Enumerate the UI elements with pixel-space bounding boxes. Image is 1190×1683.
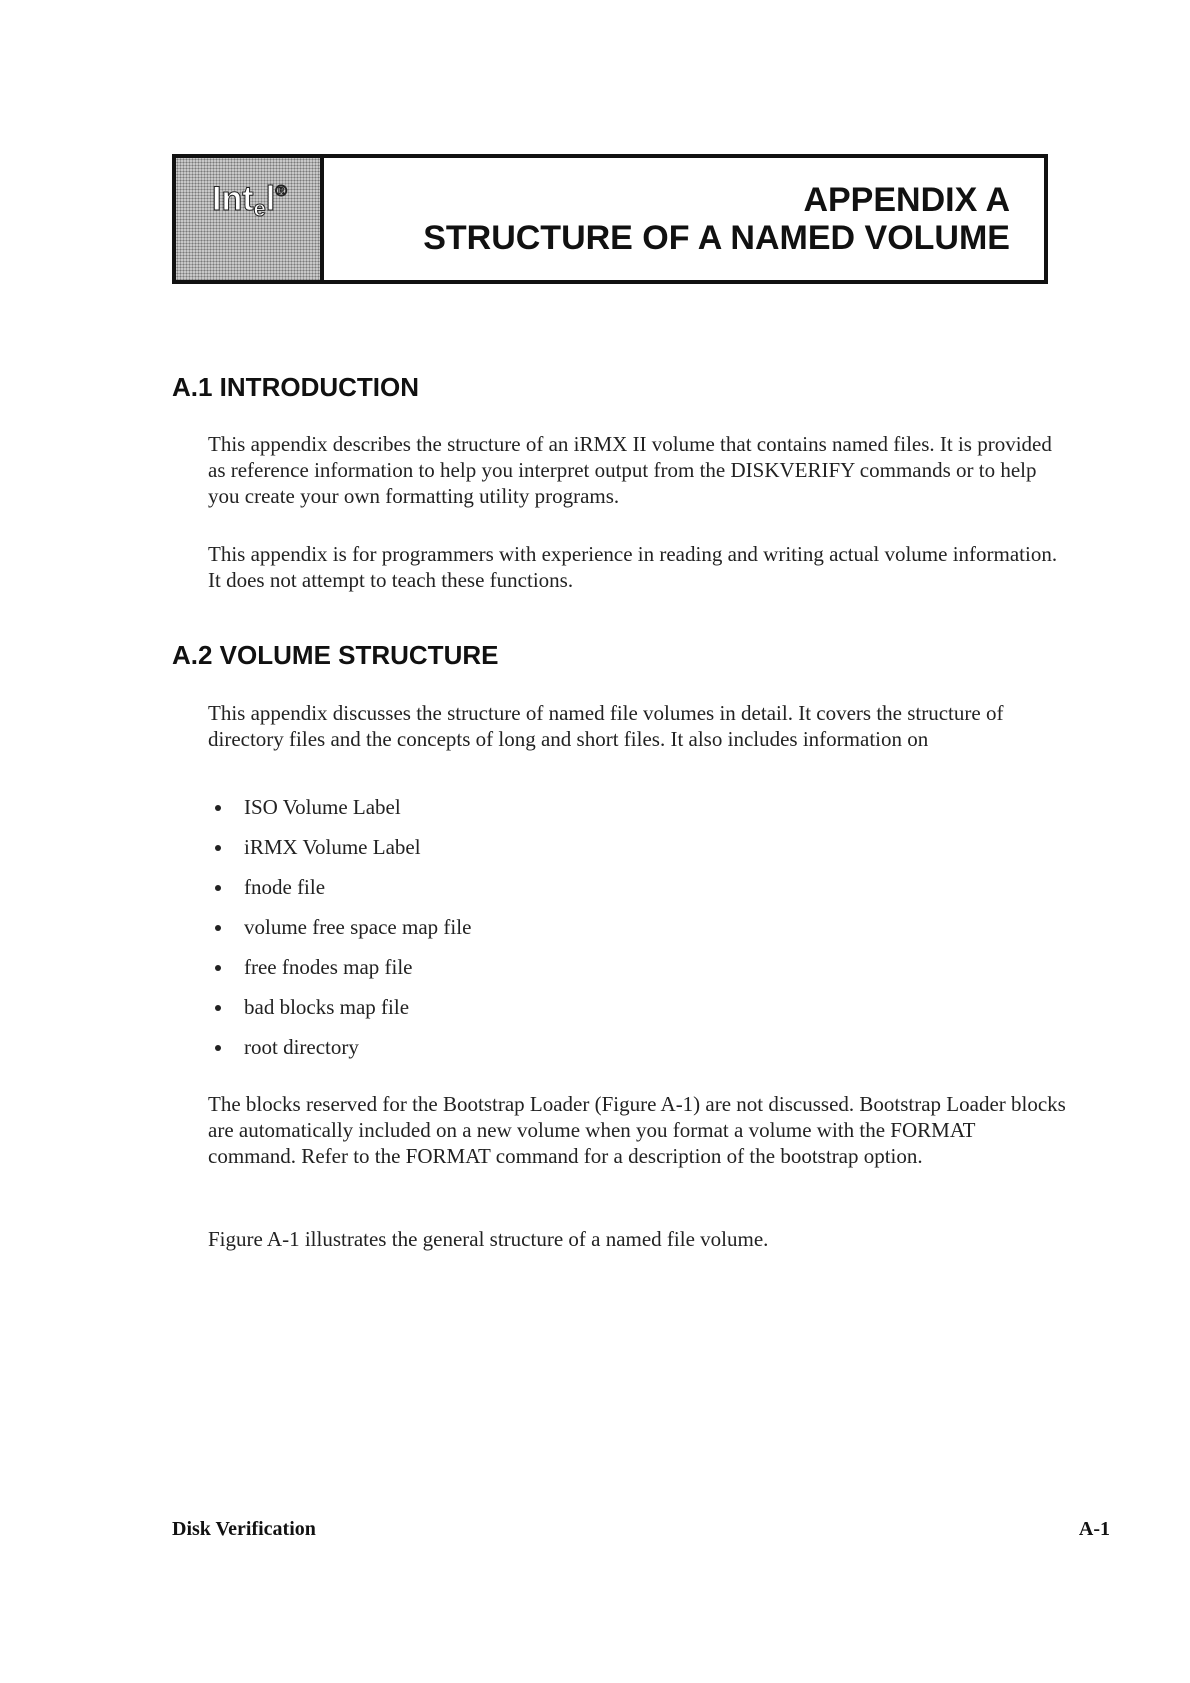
volume-structure-intro: This appendix discusses the structure of named file volumes in detail. It covers the structure of directory files and the concepts of long and short files. It also includes information on bbox=[208, 701, 1004, 751]
appendix-header bbox=[172, 154, 1048, 284]
section-heading-volume-structure: A.2 VOLUME STRUCTURE bbox=[172, 640, 499, 670]
figure-reference-paragraph: Figure A-1 illustrates the general structure of a named file volume. bbox=[208, 1227, 769, 1251]
intro-paragraph-2: This appendix is for programmers with experience in reading and writing actual volume information. It does not attempt to teach these functions. bbox=[208, 542, 1058, 592]
list-item: root directory bbox=[208, 1034, 471, 1074]
footer-manual-title: Disk Verification bbox=[172, 1518, 316, 1540]
intro-paragraph-1: This appendix describes the structure of an iRMX II volume that contains named files. It is provided as reference information to help you interpret output from the DISKVERIFY commands or to help you create your own formatting utility programs. bbox=[208, 432, 1052, 508]
footer-page-number: A-1 bbox=[1078, 1518, 1110, 1540]
intel-logo-panel bbox=[176, 158, 324, 280]
list-item: iRMX Volume Label bbox=[208, 834, 471, 874]
appendix-label: APPENDIX A bbox=[803, 181, 1010, 219]
intel-logo: Int$_e$l® bbox=[212, 180, 288, 221]
list-item: fnode file bbox=[208, 874, 471, 914]
bootstrap-paragraph: The blocks reserved for the Bootstrap Loader (Figure A-1) are not discussed. Bootstrap Loader blocks are automatically included on a new volume when you format a volume with the FORMAT command. Refer to the FORMAT command for a description of the bootstrap option. bbox=[208, 1092, 1066, 1168]
section-heading-introduction: A.1 INTRODUCTION bbox=[172, 372, 419, 402]
list-item: volume free space map file bbox=[208, 914, 471, 954]
list-item: ISO Volume Label bbox=[208, 794, 471, 834]
list-item: bad blocks map file bbox=[208, 994, 471, 1034]
list-item: free fnodes map file bbox=[208, 954, 471, 994]
appendix-title-block bbox=[324, 158, 1044, 280]
appendix-title: STRUCTURE OF A NAMED VOLUME bbox=[423, 219, 1010, 257]
volume-structure-list bbox=[208, 794, 471, 1074]
